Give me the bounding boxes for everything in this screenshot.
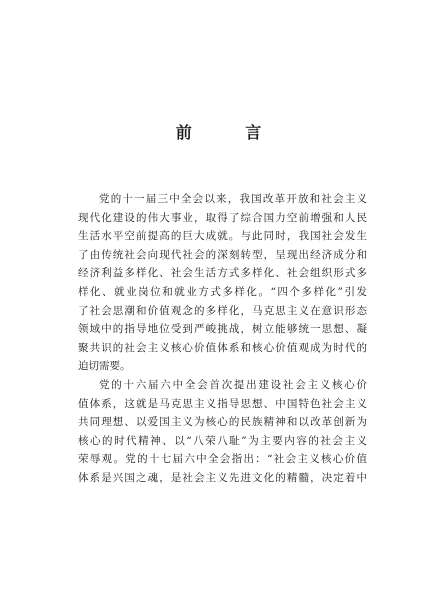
text-line: 了由传统社会向现代社会的深刻转型，呈现出经济成分和 [78, 248, 367, 261]
text-line: 现代化建设的伟大事业，取得了综合国力空前增强和人民 [78, 211, 367, 224]
text-line: 值体系，这就是马克思主义指导思想、中国特色社会主义 [78, 397, 367, 410]
paragraph-2 [78, 376, 367, 488]
text-line: 核心的时代精神、以“八荣八耻”为主要内容的社会主义 [78, 434, 367, 447]
text-line: 领域中的指导地位受到严峻挑战，树立能够统一思想、凝 [78, 323, 367, 336]
text-line: 党的十六届六中全会首次提出建设社会主义核心价 [99, 378, 367, 391]
text-line: 共同理想、以爱国主义为核心的民族精神和以改革创新为 [78, 416, 367, 429]
page-title: 前 言 [175, 123, 286, 142]
text-line: 党的十一届三中全会以来，我国改革开放和社会主义 [99, 193, 367, 205]
text-line: 生活水平空前提高的巨大成就。与此同时，我国社会发生 [78, 230, 367, 243]
text-line: 荣辱观。党的十七届六中全会指出：“社会主义核心价值 [78, 453, 367, 466]
text-line: 体系是兴国之魂，是社会主义先进文化的精髓，决定着中 [78, 471, 367, 484]
body-text [78, 190, 367, 488]
text-line: 样化、就业岗位和就业方式多样化。“四个多样化”引发 [78, 285, 367, 298]
text-line: 经济利益多样化、社会生活方式多样化、社会组织形式多 [78, 267, 367, 280]
text-line: 聚共识的社会主义核心价值体系和核心价值观成为时代的 [78, 341, 367, 354]
text-line: 了社会思潮和价值观念的多样化，马克思主义在意识形态 [78, 304, 367, 317]
paragraph-1 [78, 190, 367, 376]
text-line: 迫切需要。 [78, 360, 131, 373]
